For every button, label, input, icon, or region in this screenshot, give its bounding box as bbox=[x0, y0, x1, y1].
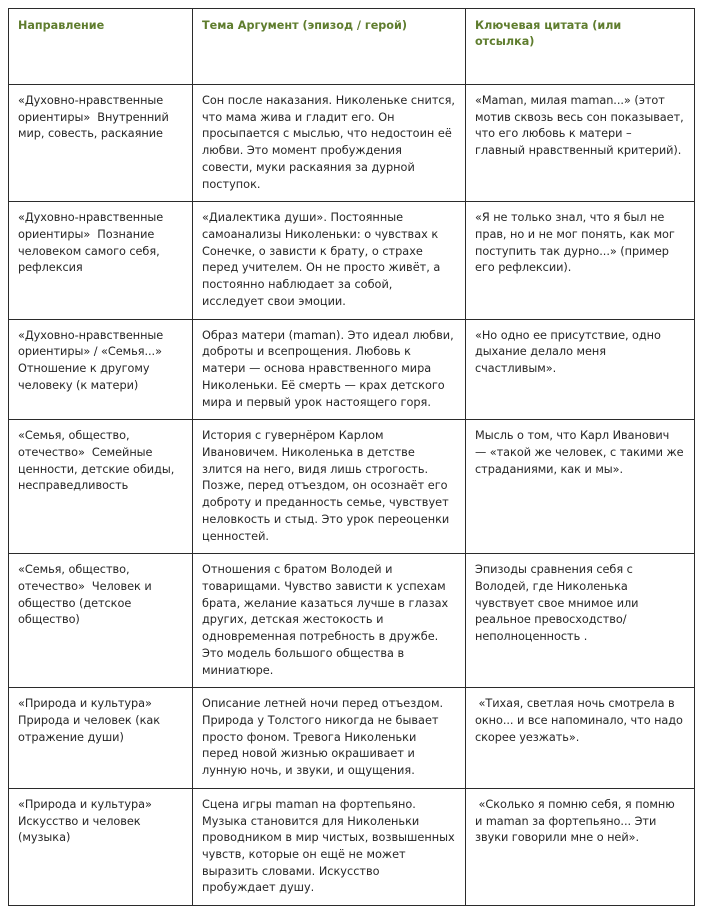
cell-argument bbox=[193, 688, 466, 789]
cell-direction-text: «Духовно-нравственные ориентиры» / «Семья...» Отношение к другому человеку (к матери) bbox=[18, 328, 167, 392]
cell-quote-text: «Maman, милая maman...» (этот мотив сквозь весь сон показывает, что его любовь к матери – главный нравственный критерий). bbox=[475, 94, 688, 158]
cell-quote bbox=[466, 788, 695, 905]
cell-direction bbox=[9, 420, 193, 554]
cell-quote-text: «Сколько я помню себя, я помню и maman за фортепьяно... Эти звуки говорили мне о ней». bbox=[475, 797, 679, 845]
table-header bbox=[9, 9, 695, 85]
cell-argument-text: Описание летней ночи перед отъездом. Природа у Толстого никогда не бывает просто фоном. Тревога Николеньки перед новой жизнью окрашивает и лунную ночь, и звуки, и ощущения. bbox=[202, 697, 447, 778]
column-header-argument bbox=[193, 9, 466, 85]
cell-direction bbox=[9, 554, 193, 688]
cell-direction-text: «Семья, общество, отечество» Семейные ценности, детские обиды, несправедливость bbox=[18, 429, 178, 493]
cell-direction bbox=[9, 688, 193, 789]
cell-quote bbox=[466, 202, 695, 319]
table-row bbox=[9, 319, 695, 420]
cell-direction-text: «Духовно-нравственные ориентиры» Внутренний мир, совесть, раскаяние bbox=[18, 94, 173, 141]
column-header-direction-text: Направление bbox=[18, 19, 105, 32]
column-header-direction bbox=[9, 9, 193, 85]
cell-direction bbox=[9, 202, 193, 319]
cell-argument-text: Сон после наказания. Николеньке снится, что мама жива и гладит его. Он просыпается с мыслью, что недостоин её любви. Это момент пробуждения совести, муки раскаяния за дурной поступок. bbox=[202, 94, 459, 191]
table-row bbox=[9, 788, 695, 905]
cell-quote bbox=[466, 688, 695, 789]
cell-argument-text: История с гувернёром Карлом Ивановичем. Николенька в детстве злится на него, видя лишь строгость. Позже, перед отъездом, он осознаёт его доброту и преданность семье, чувствует неловкость и стыд. Это урок переоценки ценностей. bbox=[202, 429, 453, 543]
cell-direction-text: «Природа и культура» Природа и человек (как отражение души) bbox=[18, 697, 164, 744]
cell-quote-text: Эпизоды сравнения себя с Володей, где Николенька чувствует свое мнимое или реальное превосходство/неполноценность . bbox=[475, 563, 643, 644]
table-row bbox=[9, 85, 695, 202]
cell-direction-text: «Природа и культура» Искусство и человек (музыка) bbox=[18, 797, 156, 845]
cell-argument bbox=[193, 420, 466, 554]
column-header-argument-text: Тема Аргумент (эпизод / герой) bbox=[202, 19, 407, 32]
cell-quote-text: «Я не только знал, что я был не прав, но и не мог понять, как мог поступить так дурно...» (пример его рефлексии). bbox=[475, 211, 679, 275]
cell-direction bbox=[9, 788, 193, 905]
column-header-quote bbox=[466, 9, 695, 85]
cell-direction-text: «Духовно-нравственные ориентиры» Познание человеком самого себя, рефлексия bbox=[18, 211, 167, 275]
table-row bbox=[9, 554, 695, 688]
table-body bbox=[9, 85, 695, 906]
cell-quote-text: Мысль о том, что Карл Иванович — «такой же человек, с такими же страданиями, как и мы». bbox=[475, 429, 688, 476]
cell-argument bbox=[193, 554, 466, 688]
table-row bbox=[9, 202, 695, 319]
table-row bbox=[9, 688, 695, 789]
cell-quote bbox=[466, 85, 695, 202]
cell-quote bbox=[466, 319, 695, 420]
cell-quote bbox=[466, 554, 695, 688]
column-header-quote-text: Ключевая цитата (или отсылка) bbox=[475, 19, 626, 49]
cell-direction bbox=[9, 85, 193, 202]
cell-quote bbox=[466, 420, 695, 554]
table-header-row bbox=[9, 9, 695, 85]
cell-direction bbox=[9, 319, 193, 420]
arguments-table bbox=[8, 8, 695, 906]
cell-argument bbox=[193, 788, 466, 905]
cell-argument-text: Образ матери (maman). Это идеал любви, доброты и всепрощения. Любовь к матери — основа нравственного мира Николеньки. Её смерть — крах детского мира и первый урок настоящего горя. bbox=[202, 328, 458, 409]
cell-quote-text: «Тихая, светлая ночь смотрела в окно... и все напоминало, что надо скорее уезжать». bbox=[475, 697, 687, 744]
cell-argument bbox=[193, 319, 466, 420]
cell-quote-text: «Но одно ее присутствие, одно дыхание делало меня счастливым». bbox=[475, 328, 665, 376]
cell-direction-text: «Семья, общество, отечество» Человек и общество (детское общество) bbox=[18, 563, 156, 627]
cell-argument-text: Сцена игры maman на фортепьяно. Музыка становится для Николеньки проводником в мир чистых, возвышенных чувств, которые он ещё не может выразить словами. Искусство пробуждает душу. bbox=[202, 797, 459, 895]
cell-argument bbox=[193, 85, 466, 202]
cell-argument-text: «Диалектика души». Постоянные самоанализы Николеньки: о чувствах к Сонечке, о зависти к брату, о страхе перед учителем. Он не просто живёт, а постоянно наблюдает за собой, исследует свои эмоции. bbox=[202, 211, 444, 308]
cell-argument bbox=[193, 202, 466, 319]
cell-argument-text: Отношения с братом Володей и товарищами. Чувство зависти к успехам брата, желание казаться лучше в глазах других, детская жестокость и одновременная потребность в дружбе. Это модель большого общества в миниатюре. bbox=[202, 563, 452, 677]
table-row bbox=[9, 420, 695, 554]
